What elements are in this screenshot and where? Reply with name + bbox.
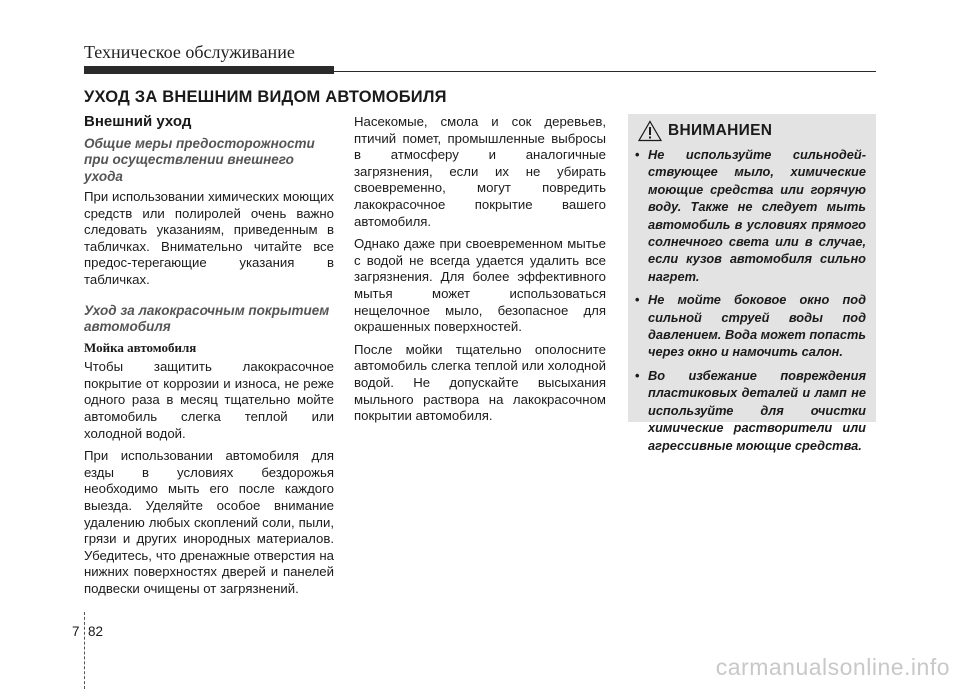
warning-list [628, 146, 866, 460]
left-column [84, 114, 334, 604]
bullet: • [635, 292, 640, 308]
warning-item: • Не используйте сильнодей-ствующее мыло, химические моющие средства или горячую воду. Также не следует мыть автомобиль в условиях прямого солнечного света или в случае, если кузов автомобиля сильно нагрет. [635, 147, 866, 284]
car-wash-heading: Мойка автомобиля [84, 339, 197, 355]
paragraph: При использовании автомобиля для езды в условиях бездорожья необходимо мыть его после каждого выезда. Уделяйте особое внимание удалению любых скоплений соли, пыли, грязи и других инородных материалов. Убедитесь, что дренажные отверстия на нижних поверхностях дверей и панелей подвески очищены от загрязнений. [84, 448, 334, 596]
paragraph: Насекомые, смола и сок деревьев, птичий помет, промышленные выбросы в атмосферу и аналогичные загрязнения, если их не убирать своевременно, могут повредить лакокрасочное покрытие вашего автомобиля. [354, 114, 606, 229]
warning-item: • Не мойте боковое окно под сильной струей воды под давлением. Вода может попасть через окно и намочить салон. [635, 292, 866, 360]
warning-box [628, 114, 876, 453]
paragraph: После мойки тщательно ополосните автомобиль слегка теплой или холодной водой. Не допускайте высыхания мыльного раствора на лакокрасочном покрытии автомобиля. [354, 341, 606, 424]
warning-triangle-icon [638, 120, 662, 142]
header-bar [84, 66, 334, 74]
bullet: • [635, 367, 640, 383]
paint-care-subheading: Уход за лакокрасочным покрытием автомобиля [84, 302, 330, 335]
paragraph: При использовании химических моющих средств или полиролей очень важно следовать указаниям, приведенным в табличках. Внимательно читайте все предос-терегающие указания в табличках. [84, 189, 334, 288]
watermark: carmanualsonline.info [715, 654, 950, 680]
warning-header [638, 120, 772, 142]
section-title: УХОД ЗА ВНЕШНИМ ВИДОМ АВТОМОБИЛЯ [84, 88, 447, 106]
paragraph: Однако даже при своевременном мытье с водой не всегда удается удалить все загрязнения. Для более эффективного мытья может использоваться нещелочное мыло, безопасное для окрашенных поверхностей. [354, 236, 606, 335]
bullet: • [635, 147, 640, 162]
general-precautions-subheading: Общие меры предосторожности при осуществлении внешнего ухода [84, 135, 315, 184]
exterior-care-heading: Внешний уход [84, 113, 192, 130]
warning-item: • Во избежание повреждения пластиковых деталей и ламп не используйте для очистки химические растворители или агрессивные моющие средства. [635, 367, 866, 453]
middle-column [354, 114, 606, 431]
header-rule [334, 71, 876, 72]
warning-title: ВНИМАНИЕN [668, 122, 773, 139]
page-number: 82 [88, 624, 104, 639]
paragraph: Чтобы защитить лакокрасочное покрытие от коррозии и износа, не реже одного раза в месяц тщательно мойте автомобиль слегка теплой или холодной водой. [84, 359, 334, 441]
chapter-title: Техническое обслуживание [84, 42, 295, 62]
footer-divider [84, 612, 85, 689]
chapter-number: 7 [72, 624, 80, 639]
